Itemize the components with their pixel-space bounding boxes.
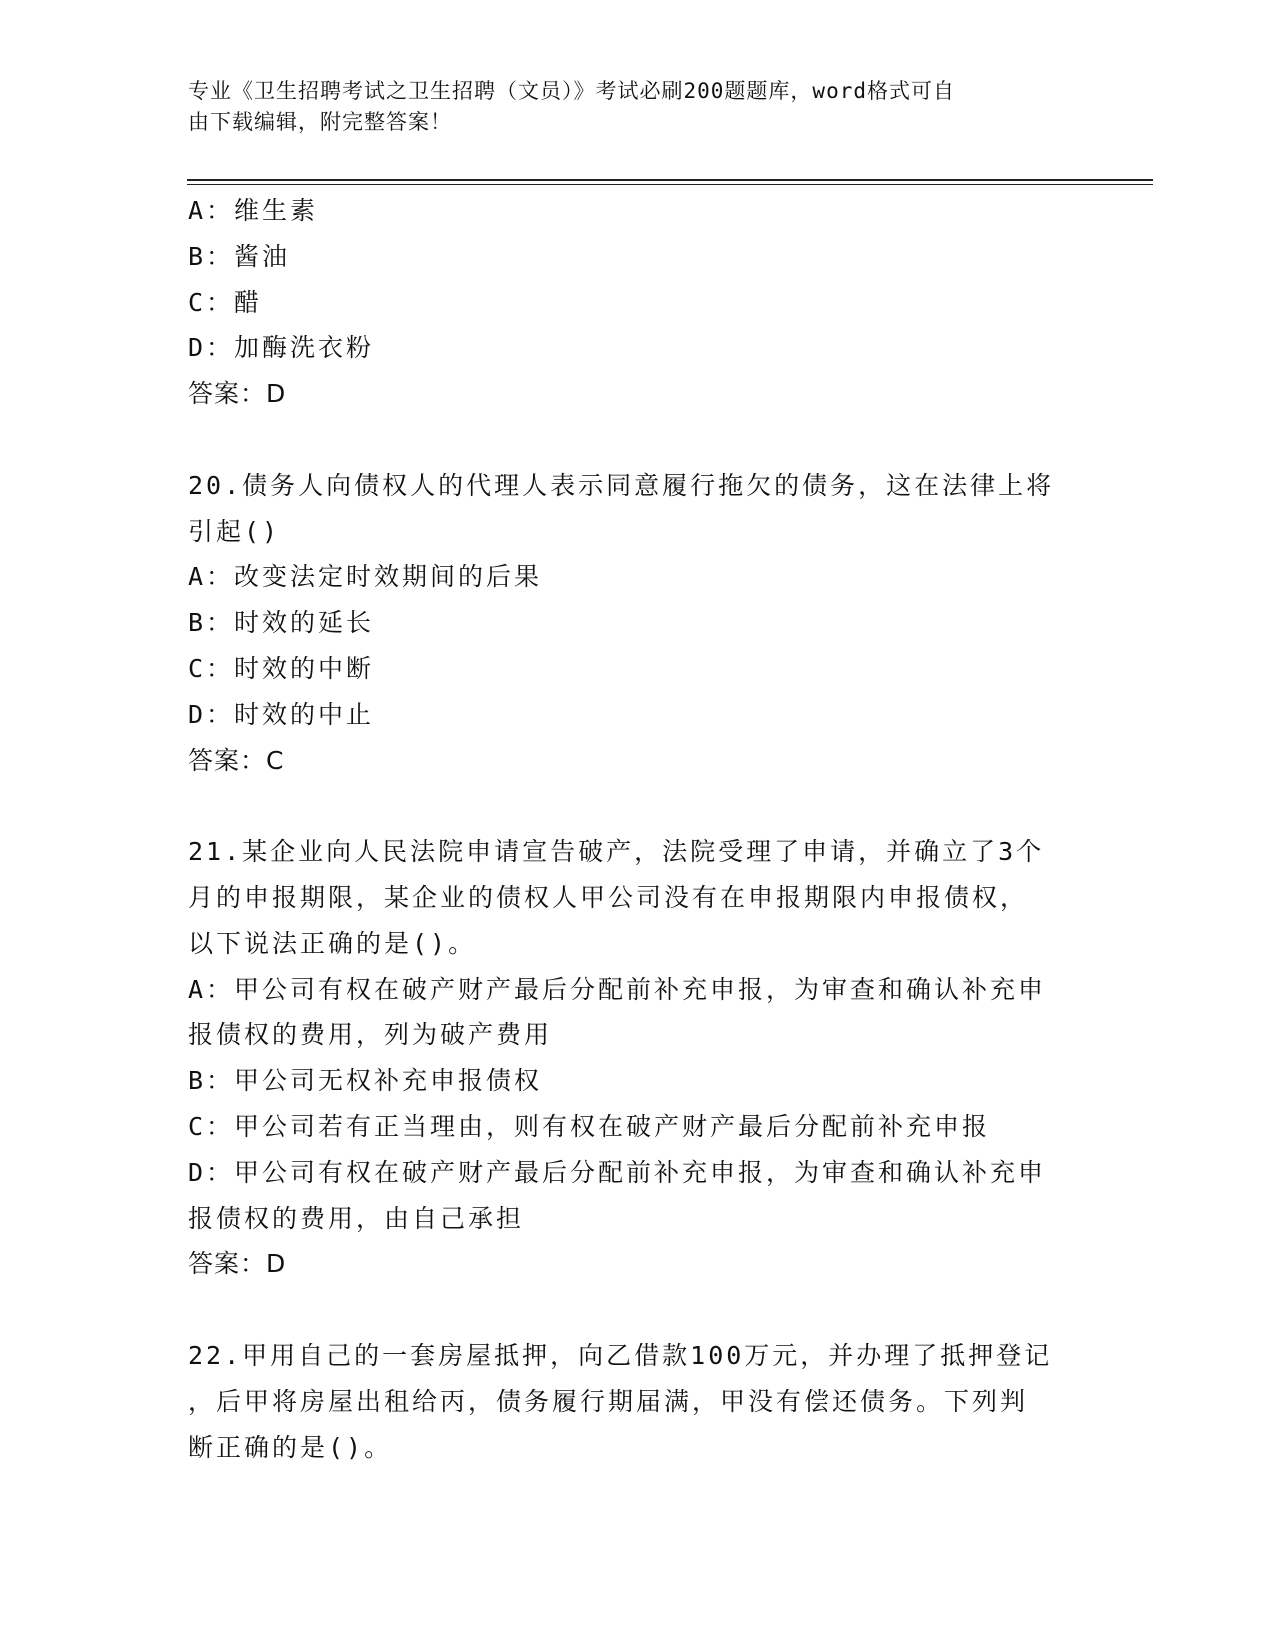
option-line: A：维生素 — [188, 196, 319, 225]
option-line: 报债权的费用，由自己承担 — [188, 1203, 525, 1233]
answer-line: 答案：D — [188, 379, 287, 409]
question-block — [188, 463, 1088, 784]
question-text: 20.债务人向债权人的代理人表示同意履行拖欠的债务，这在法律上将 — [188, 470, 1055, 500]
answer-line: 答案：C — [188, 745, 285, 775]
option-line: C：时效的中断 — [188, 653, 375, 683]
header-divider — [187, 179, 1153, 181]
question-text: 引起() — [188, 516, 281, 546]
question-block — [188, 829, 1088, 1287]
option-line: D：时效的中止 — [188, 699, 375, 729]
block-gap — [188, 417, 1088, 463]
question-text: 22.甲用自己的一套房屋抵押，向乙借款100万元，并办理了抵押登记 — [188, 1340, 1053, 1370]
question-list — [188, 188, 1088, 1470]
header-line: 专业《卫生招聘考试之卫生招聘（文员）》考试必刷200题题库，word格式可自 — [188, 79, 955, 103]
question-block — [188, 1333, 1088, 1470]
question-text: 月的申报期限，某企业的债权人甲公司没有在申报期限内申报债权， — [188, 882, 1029, 912]
question-text: 以下说法正确的是()。 — [188, 928, 477, 958]
header-divider-thin — [187, 184, 1153, 185]
option-line: A：改变法定时效期间的后果 — [188, 562, 543, 592]
option-line: D：加酶洗衣粉 — [188, 333, 375, 363]
option-line: B：甲公司无权补充申报债权 — [188, 1066, 543, 1096]
header-line: 由下载编辑，附完整答案！ — [188, 110, 452, 134]
option-line: D：甲公司有权在破产财产最后分配前补充申报，为审查和确认补充申 — [188, 1157, 1047, 1187]
option-line: A：甲公司有权在破产财产最后分配前补充申报，为审查和确认补充申 — [188, 974, 1047, 1004]
block-gap — [188, 783, 1088, 829]
option-line: 报债权的费用，列为破产费用 — [188, 1020, 553, 1050]
option-line: B：酱油 — [188, 241, 291, 271]
question-text: 断正确的是()。 — [188, 1432, 393, 1462]
document-header — [188, 76, 1068, 138]
block-gap — [188, 1287, 1088, 1333]
option-line: C：醋 — [188, 287, 263, 317]
question-text: ，后甲将房屋出租给丙，债务履行期届满，甲没有偿还债务。下列判 — [188, 1386, 1029, 1416]
option-line: B：时效的延长 — [188, 608, 375, 638]
question-block — [188, 188, 1088, 417]
option-line: C：甲公司若有正当理由，则有权在破产财产最后分配前补充申报 — [188, 1111, 991, 1141]
answer-line: 答案：D — [188, 1249, 287, 1279]
question-text: 21.某企业向人民法院申请宣告破产，法院受理了申请，并确立了3个 — [188, 837, 1045, 867]
